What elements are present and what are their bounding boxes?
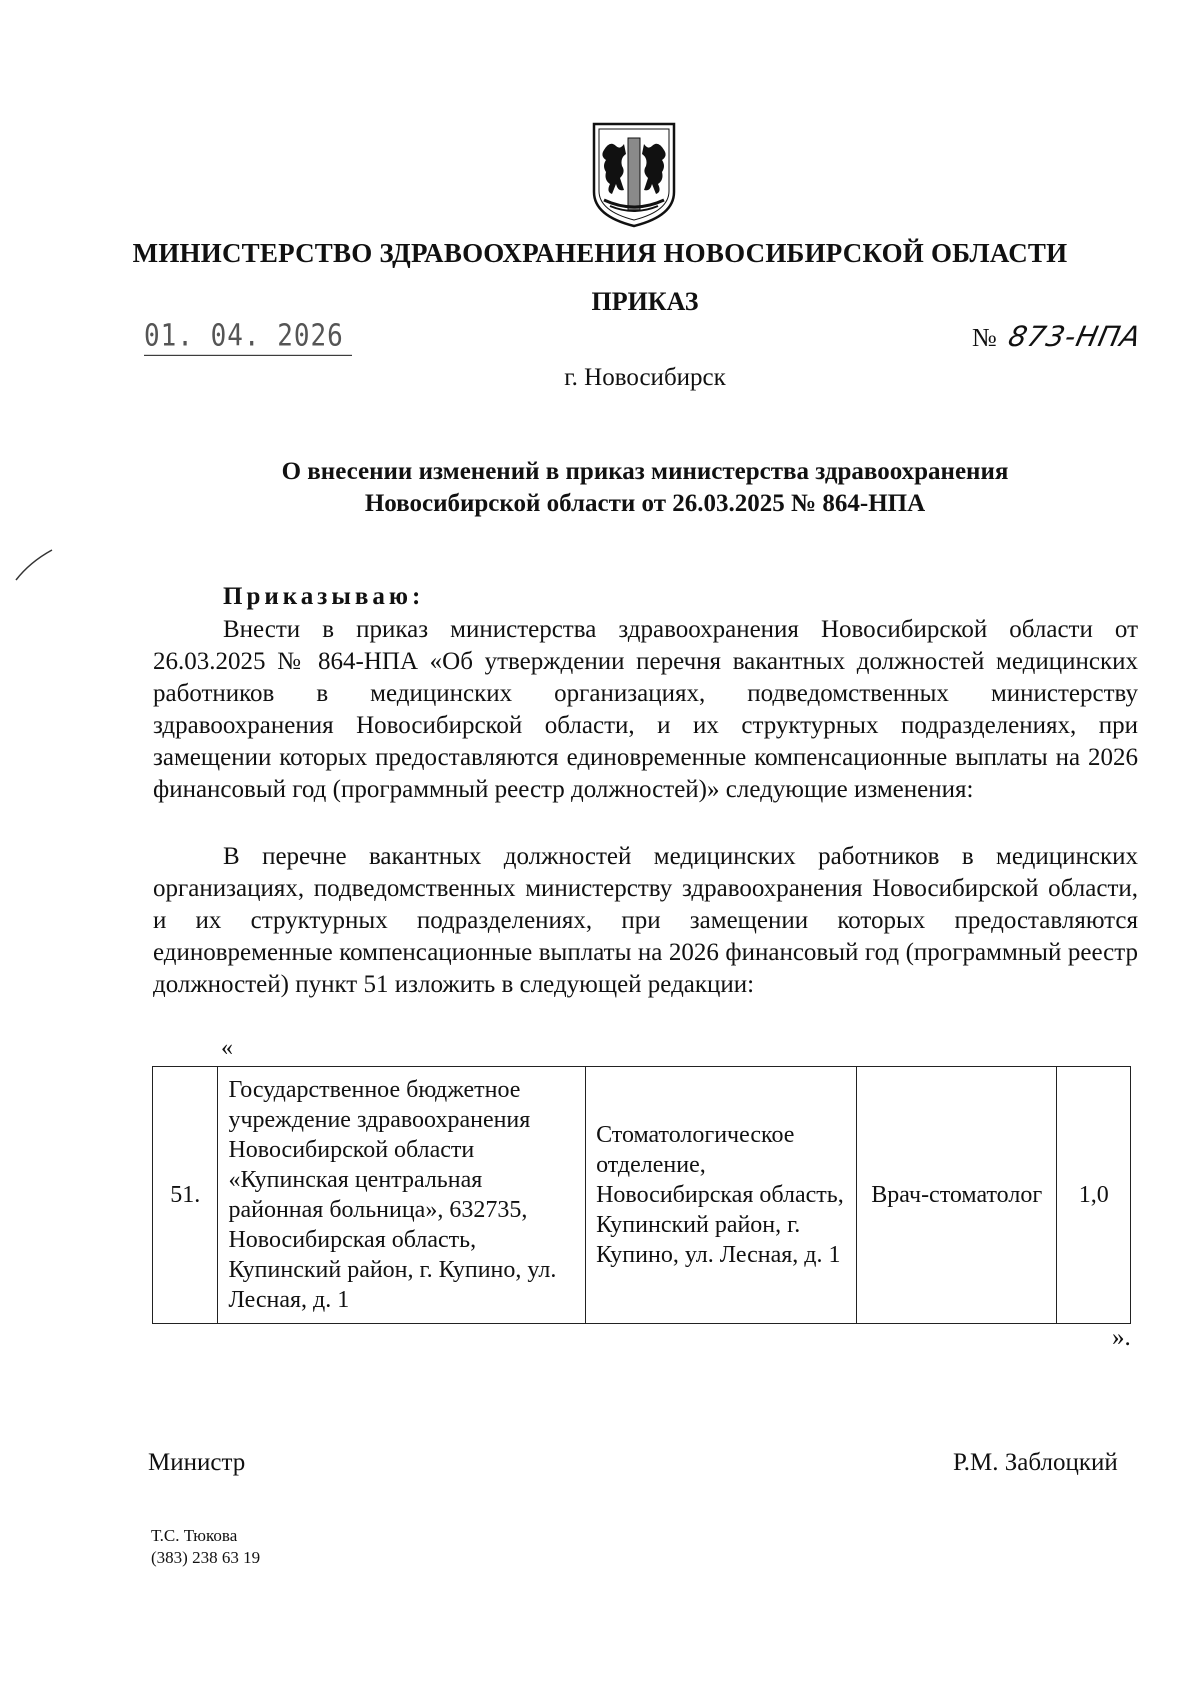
body-paragraph-1: Внести в приказ министерства здравоохранения Новосибирской области от 26.03.2025 № 864-НПА «Об утверждении перечня вакантных должностей медицинских работников в медицинских организациях, подведомственных министерству здравоохранения Новосибирской области, и их структурных подразделениях, при замещении которых предоставляются единовременные компенсационные выплаты на 2026 финансовый год (программный реестр должностей)» следующие изменения: <box>153 616 1138 803</box>
number-sign: № <box>972 323 997 352</box>
document-type: ПРИКАЗ <box>591 287 699 316</box>
coat-of-arms-icon <box>590 120 678 230</box>
order-subject <box>0 456 1200 520</box>
pen-stroke-mark <box>14 548 54 582</box>
position-cell: Врач-стоматолог <box>857 1067 1057 1324</box>
executor-block <box>151 1525 260 1569</box>
body-paragraph-2: В перечне вакантных должностей медицинских работников в медицинских организациях, подведомственных министерству здравоохранения Новосибирской области, и их структурных подразделениях, при замещении которых предоставляются единовременные компенсационные выплаты на 2026 финансовый год (программный реестр должностей) пункт 51 изложить в следующей редакции: <box>153 843 1138 998</box>
signatory-name: Р.М. Заблоцкий <box>953 1449 1118 1476</box>
city: г. Новосибирск <box>564 364 726 391</box>
order-number <box>972 320 1145 353</box>
subject-line-1: О внесении изменений в приказ министерства здравоохранения <box>281 458 1009 485</box>
row-number-cell: 51. <box>153 1067 218 1324</box>
order-number-value: 873-НПА <box>1005 320 1145 353</box>
executor-name: Т.С. Тюкова <box>151 1526 238 1545</box>
executor-phone: (383) 238 63 19 <box>151 1548 261 1567</box>
table-row <box>153 1067 1131 1324</box>
rate-cell: 1,0 <box>1057 1067 1131 1324</box>
close-quote: ». <box>1112 1324 1131 1351</box>
signatory-title: Министр <box>148 1449 246 1476</box>
positions-table <box>152 1066 1131 1324</box>
order-date: 01. 04. 2026 <box>144 318 352 356</box>
organization-cell: Государственное бюджетное учреждение здравоохранения Новосибирской области «Купинская центральная районная больница», 632735, Новосибирская область, Купинский район, г. Купино, ул. Лесная, д. 1 <box>218 1067 586 1324</box>
ministry-name: МИНИСТЕРСТВО ЗДРАВООХРАНЕНИЯ НОВОСИБИРСКОЙ ОБЛАСТИ <box>132 238 1068 268</box>
subject-line-2: Новосибирской области от 26.03.2025 № 864-НПА <box>364 490 926 517</box>
order-word: Приказываю: <box>223 583 425 610</box>
open-quote: « <box>221 1035 233 1061</box>
department-cell: Стоматологическое отделение, Новосибирская область, Купинский район, г. Купино, ул. Лесная, д. 1 <box>586 1067 857 1324</box>
